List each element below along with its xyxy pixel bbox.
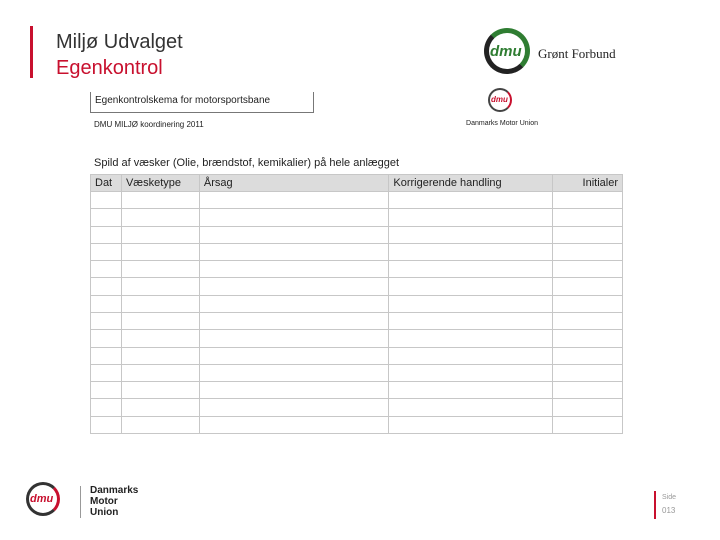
- table-row: [91, 243, 623, 260]
- table-row: [91, 278, 623, 295]
- table-row: [91, 347, 623, 364]
- table-cell[interactable]: [389, 209, 553, 226]
- table-cell[interactable]: [121, 243, 199, 260]
- table-cell[interactable]: [91, 312, 122, 329]
- title-accent-bar: [30, 26, 33, 78]
- column-header-initials: Initialer: [553, 175, 623, 192]
- slide-label: Side: [662, 494, 677, 501]
- dmu-small-circle-icon: [488, 88, 512, 112]
- table-cell[interactable]: [389, 192, 553, 209]
- table-cell[interactable]: [121, 399, 199, 416]
- table-row: [91, 312, 623, 329]
- coordination-text: DMU MILJØ koordinering 2011: [94, 120, 204, 129]
- table-cell[interactable]: [91, 295, 122, 312]
- footer-logo-divider: [80, 486, 81, 518]
- column-header-corrective-action: Korrigerende handling: [389, 175, 553, 192]
- table-cell[interactable]: [199, 192, 388, 209]
- table-cell[interactable]: [553, 312, 623, 329]
- table-title: Spild af væsker (Olie, brændstof, kemikalier) på hele anlægget: [94, 157, 400, 169]
- table-cell[interactable]: [199, 416, 388, 433]
- footer-logo-text: [90, 485, 138, 518]
- table-cell[interactable]: [389, 295, 553, 312]
- document-header-text: Egenkontrolskema for motorsportsbane: [95, 95, 271, 106]
- column-header-date: Dat: [91, 175, 122, 192]
- table-cell[interactable]: [91, 226, 122, 243]
- table-row: [91, 382, 623, 399]
- table-cell[interactable]: [199, 364, 388, 381]
- footer-logo-line-2: Motor: [90, 496, 118, 507]
- table-row: [91, 226, 623, 243]
- table-cell[interactable]: [389, 312, 553, 329]
- table-cell[interactable]: [199, 243, 388, 260]
- dmu-small-mark: dmu: [491, 95, 508, 104]
- dmu-footer-mark: dmu: [30, 493, 54, 505]
- table-row: [91, 364, 623, 381]
- table-cell[interactable]: [121, 278, 199, 295]
- table-cell[interactable]: [553, 399, 623, 416]
- table-cell[interactable]: [553, 364, 623, 381]
- dmu-groent-forbund-logo: [484, 28, 624, 82]
- table-cell[interactable]: [553, 416, 623, 433]
- table-cell[interactable]: [91, 347, 122, 364]
- table-cell[interactable]: [91, 330, 122, 347]
- table-cell[interactable]: [121, 364, 199, 381]
- page-title: Miljø Udvalget: [56, 31, 183, 53]
- table-cell[interactable]: [553, 243, 623, 260]
- table-cell[interactable]: [553, 278, 623, 295]
- table-header-row: [91, 175, 623, 192]
- table-body: [91, 192, 623, 434]
- table-cell[interactable]: [121, 347, 199, 364]
- table-cell[interactable]: [199, 209, 388, 226]
- table-cell[interactable]: [553, 261, 623, 278]
- footer-logo-line-1: Danmarks: [90, 485, 139, 496]
- column-header-cause: Årsag: [199, 175, 388, 192]
- table-row: [91, 209, 623, 226]
- table-cell[interactable]: [91, 278, 122, 295]
- table-cell[interactable]: [91, 382, 122, 399]
- dmu-small-logo: [460, 86, 544, 132]
- table-cell[interactable]: [91, 192, 122, 209]
- table-cell[interactable]: [121, 209, 199, 226]
- table-cell[interactable]: [121, 416, 199, 433]
- table-row: [91, 416, 623, 433]
- slide-number: 013: [662, 506, 676, 515]
- table-cell[interactable]: [91, 243, 122, 260]
- table-cell[interactable]: [553, 382, 623, 399]
- table-cell[interactable]: [91, 364, 122, 381]
- table-cell[interactable]: [389, 243, 553, 260]
- table-row: [91, 192, 623, 209]
- document-header-box: [90, 92, 314, 113]
- table-cell[interactable]: [389, 347, 553, 364]
- column-header-fluid-type: Væsketype: [121, 175, 199, 192]
- footer-logo-line-3: Union: [90, 507, 119, 518]
- table-cell[interactable]: [389, 261, 553, 278]
- table-cell[interactable]: [199, 399, 388, 416]
- table-cell[interactable]: [553, 347, 623, 364]
- table-cell[interactable]: [91, 399, 122, 416]
- table-cell[interactable]: [121, 312, 199, 329]
- table-cell[interactable]: [553, 295, 623, 312]
- table-cell[interactable]: [199, 347, 388, 364]
- table-cell[interactable]: [553, 192, 623, 209]
- table-cell[interactable]: [389, 330, 553, 347]
- table-cell[interactable]: [199, 261, 388, 278]
- groent-forbund-label: Grønt Forbund: [538, 46, 616, 61]
- slide-number-accent-bar: [654, 491, 656, 519]
- danmarks-motor-union-footer-logo: [26, 480, 146, 524]
- table-cell[interactable]: [121, 382, 199, 399]
- table-cell[interactable]: [389, 364, 553, 381]
- table-cell[interactable]: [389, 226, 553, 243]
- table-cell[interactable]: [553, 330, 623, 347]
- dmu-small-caption: Danmarks Motor Union: [466, 120, 538, 127]
- table-cell[interactable]: [121, 261, 199, 278]
- table-cell[interactable]: [389, 278, 553, 295]
- spill-log-table: [90, 174, 623, 434]
- table-cell[interactable]: [199, 278, 388, 295]
- dmu-logo-mark: dmu: [490, 43, 522, 60]
- table-cell[interactable]: [121, 295, 199, 312]
- table-cell[interactable]: [121, 226, 199, 243]
- table-row: [91, 261, 623, 278]
- table-cell[interactable]: [121, 192, 199, 209]
- table-cell[interactable]: [199, 330, 388, 347]
- table-cell[interactable]: [389, 416, 553, 433]
- table-cell[interactable]: [389, 382, 553, 399]
- table-cell[interactable]: [91, 416, 122, 433]
- table-cell[interactable]: [199, 226, 388, 243]
- page-subtitle: Egenkontrol: [56, 57, 163, 79]
- table-cell[interactable]: [199, 312, 388, 329]
- dmu-footer-circle-icon: [26, 482, 60, 516]
- table-cell[interactable]: [199, 382, 388, 399]
- table-row: [91, 399, 623, 416]
- table-cell[interactable]: [91, 261, 122, 278]
- table-row: [91, 295, 623, 312]
- table-cell[interactable]: [91, 209, 122, 226]
- table-row: [91, 330, 623, 347]
- table-cell[interactable]: [553, 209, 623, 226]
- table-cell[interactable]: [199, 295, 388, 312]
- table-cell[interactable]: [553, 226, 623, 243]
- table-cell[interactable]: [389, 399, 553, 416]
- table-cell[interactable]: [121, 330, 199, 347]
